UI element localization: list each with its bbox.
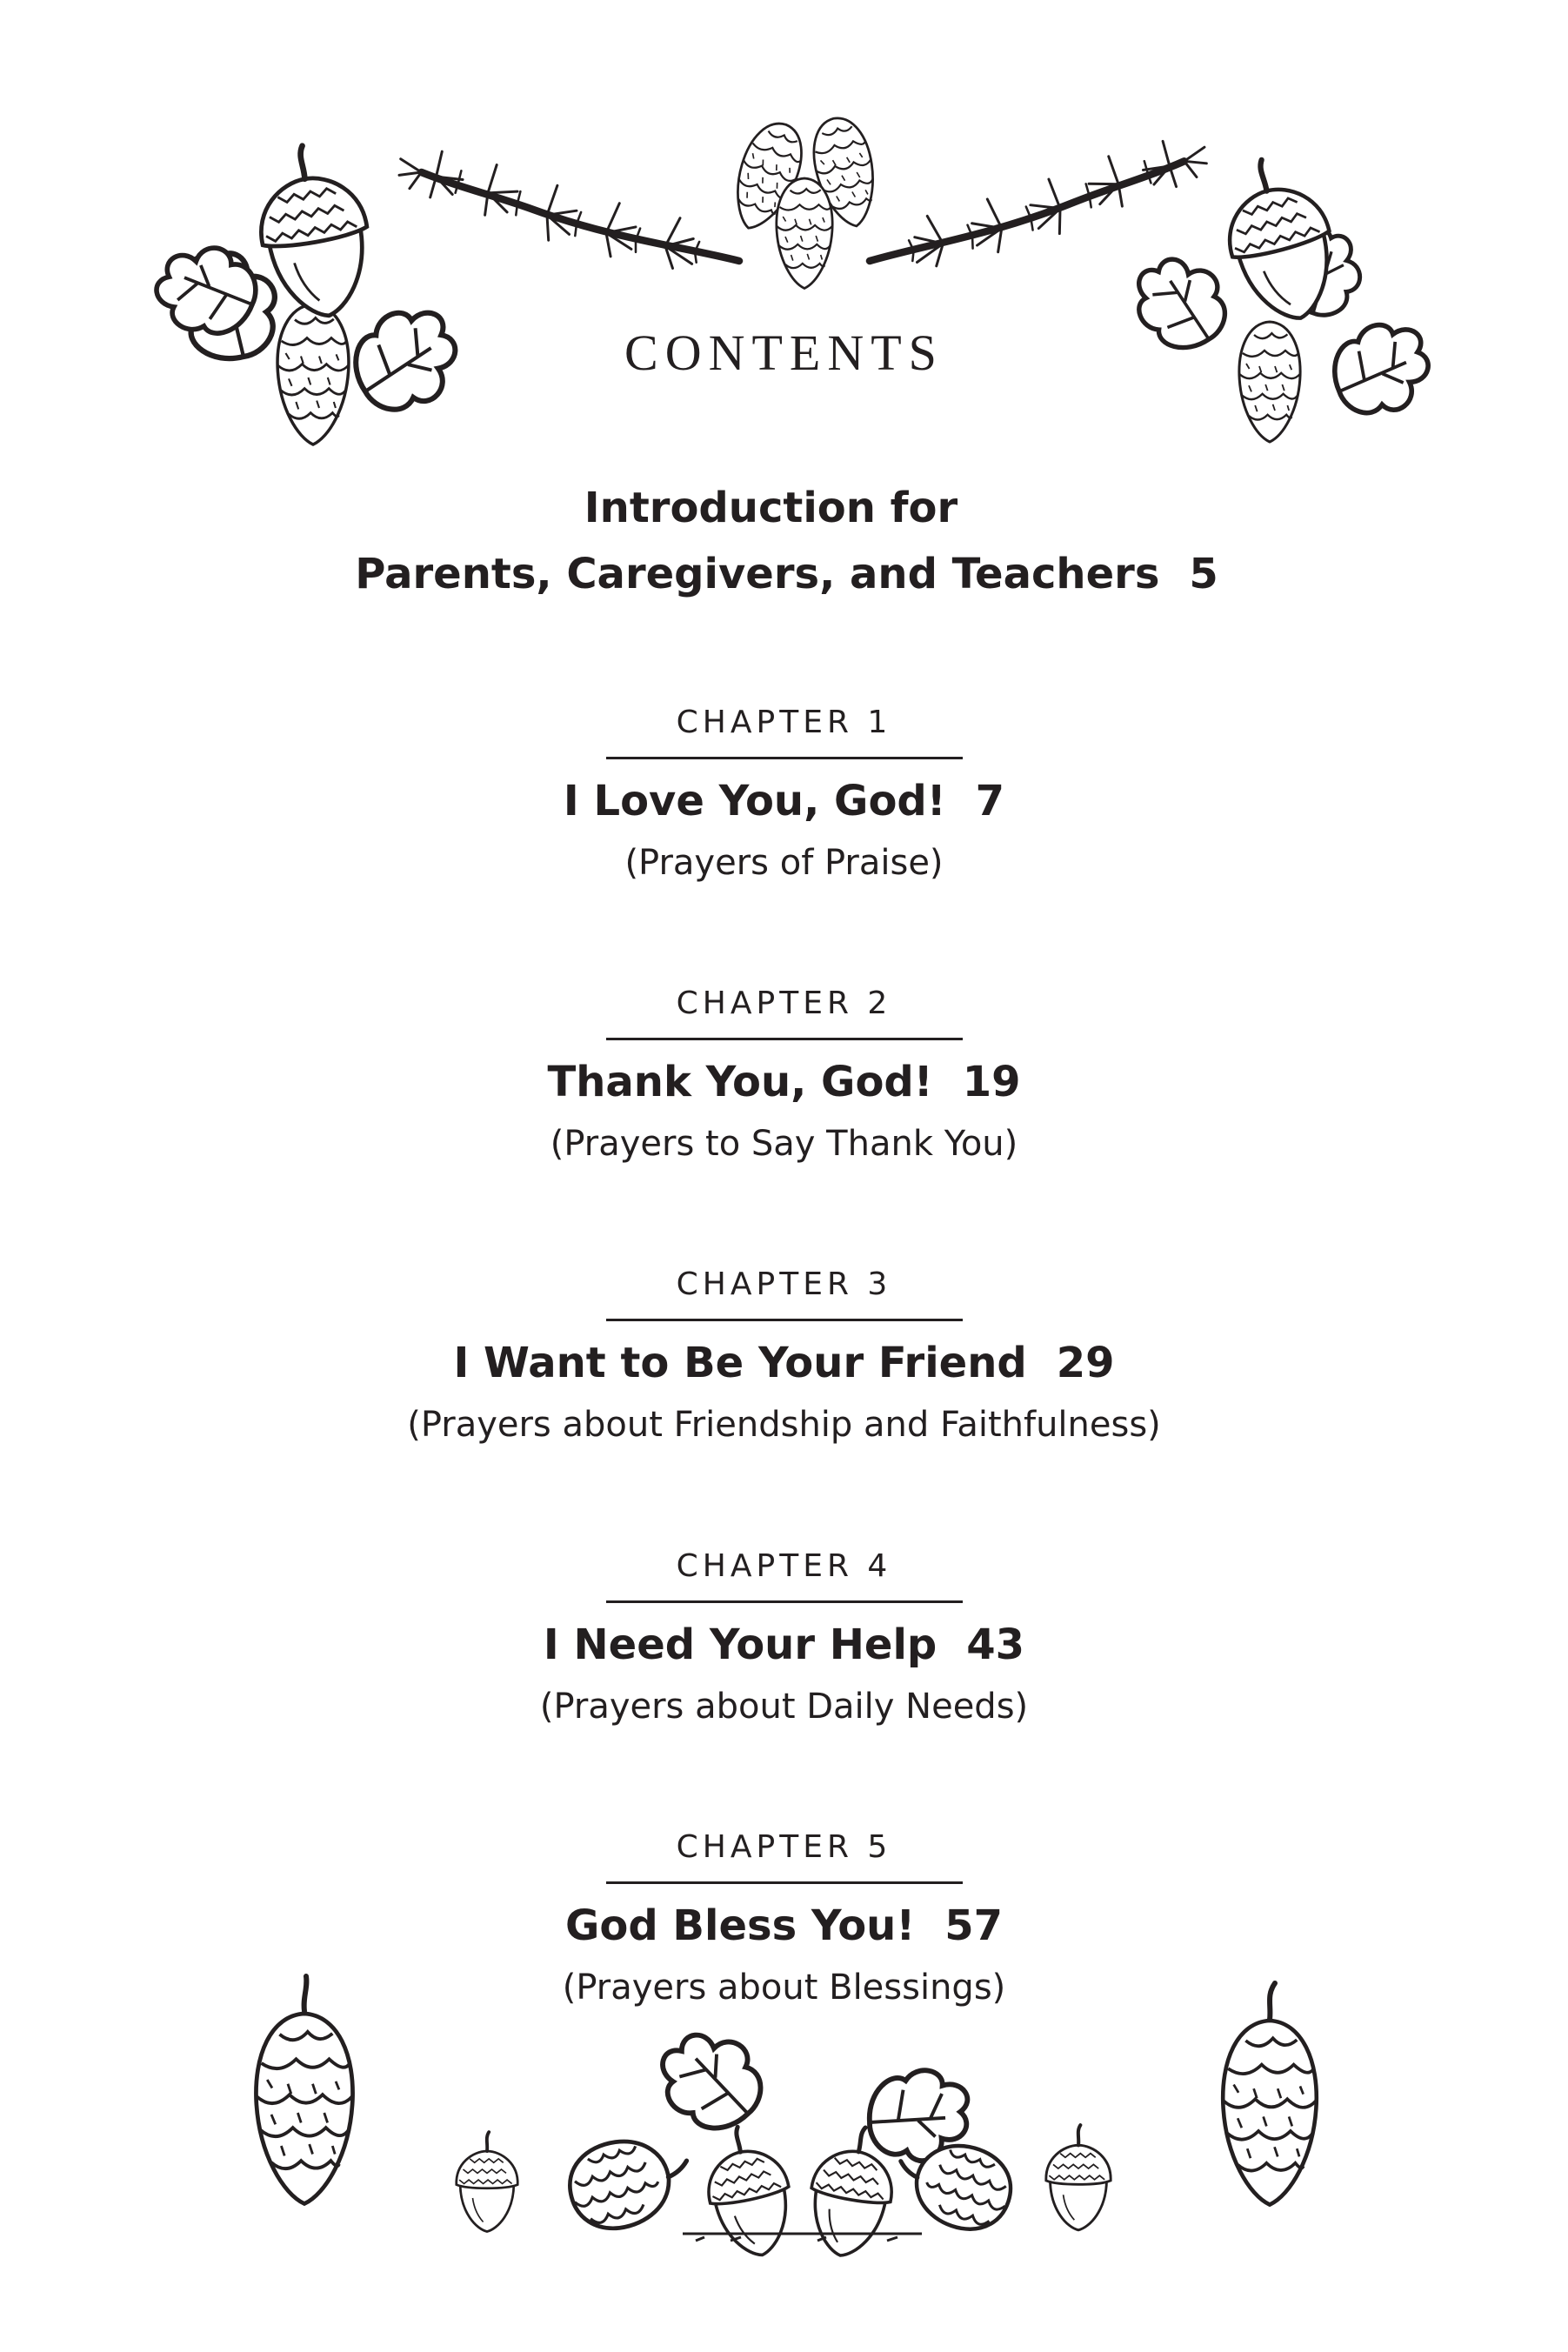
chapter-title-row [0,772,1568,831]
toc-entry-chapter-1[interactable] [0,699,1568,890]
chapter-title: I Love You, God! [563,777,946,825]
page-number: 5 [1189,550,1218,598]
page-number: 7 [975,777,1005,825]
pinecone-icon [1223,2021,1317,2205]
page-number: 57 [944,1901,1004,1950]
chapter-label: CHAPTER 3 [676,1266,892,1302]
chapter-title: I Want to Be Your Friend [453,1339,1027,1387]
chapter-title: Thank You, God! [547,1058,933,1106]
toc-entry-chapter-4[interactable] [0,1543,1568,1734]
oak-leaf-icon [647,2021,774,2140]
page-number: 43 [966,1620,1025,1669]
chapter-subtitle: (Prayers of Praise) [624,843,944,883]
intro-title-line1: Introduction for [584,484,958,532]
toc-entry-chapter-3[interactable] [0,1261,1568,1452]
top-right-acorn-cluster [1148,130,1409,461]
chapter-label: CHAPTER 1 [676,705,892,740]
cone-stem [304,1976,307,2011]
chapter-title-row [0,1896,1568,1955]
bottom-ornament-row [209,1957,1374,2253]
chapter-title-row [0,1615,1568,1674]
divider-rule [606,757,963,759]
page-title: CONTENTS [624,324,944,381]
acorn-icon [457,2132,517,2231]
chapter-subtitle: (Prayers about Daily Needs) [539,1687,1029,1727]
chapter-subtitle: (Prayers about Friendship and Faithfulness) [407,1405,1161,1445]
intro-title-text: Parents, Caregivers, and Teachers [355,550,1160,598]
chapter-title-row [0,1052,1568,1112]
toc-entry-chapter-2[interactable] [0,980,1568,1171]
toc-entry-introduction[interactable] [0,475,1568,607]
intro-title-line2 [5,541,1568,607]
acorn-icon [696,2119,801,2263]
chapter-label: CHAPTER 5 [676,1829,892,1865]
chapter-title: I Need Your Help [543,1620,937,1669]
pine-branch-icon [399,151,739,268]
pinecone-icon [561,2125,699,2238]
chapter-label: CHAPTER 2 [676,986,892,1021]
chapter-title-row [0,1333,1568,1393]
chapter-subtitle: (Prayers to Say Thank You) [550,1124,1018,1164]
cone-stem [1270,1983,1275,2020]
acorn-icon [1046,2125,1111,2230]
page-number: 29 [1056,1339,1115,1387]
chapter-title: God Bless You! [564,1901,916,1950]
divider-rule [606,1881,963,1884]
chapter-label: CHAPTER 4 [676,1548,892,1584]
top-center-branches [400,87,1183,313]
page-number: 19 [962,1058,1021,1106]
divider-rule [606,1038,963,1040]
pinecone-icon [777,178,832,289]
chapter-subtitle: (Prayers about Blessings) [562,1968,1006,2008]
divider-rule [606,1319,963,1321]
ground-line [683,2234,922,2241]
divider-rule [606,1600,963,1603]
pinecone-icon [256,2014,352,2204]
